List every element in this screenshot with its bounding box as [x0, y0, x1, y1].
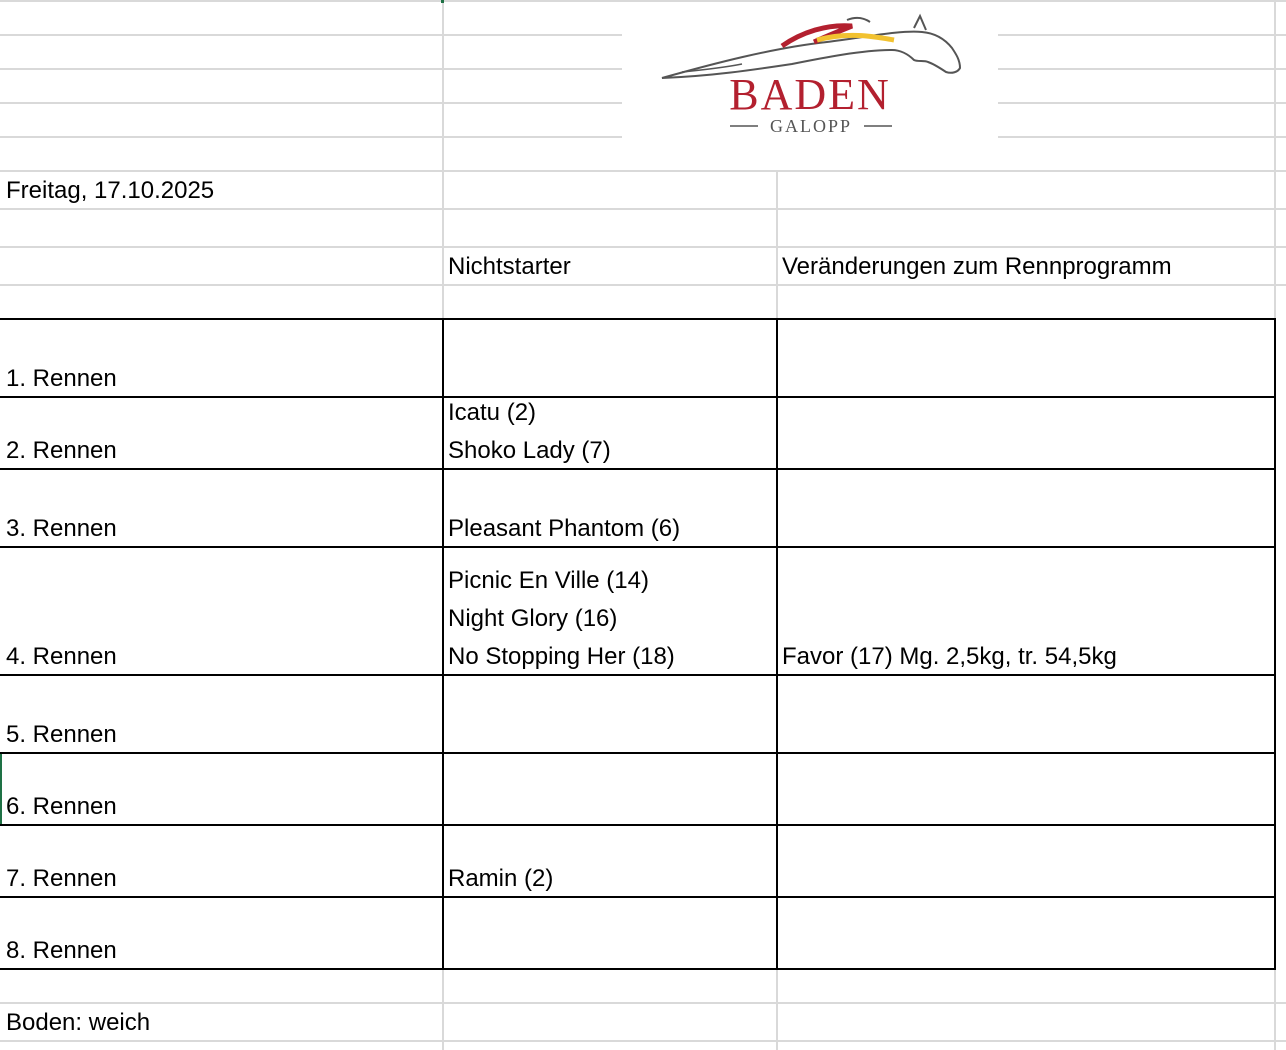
veraenderung-entry[interactable]: Favor (17) Mg. 2,5kg, tr. 54,5kg	[782, 643, 1117, 670]
nichtstarter-entry[interactable]: No Stopping Her (18)	[448, 643, 675, 670]
race-label[interactable]: 4. Rennen	[6, 643, 117, 670]
horse-logo-icon	[622, 2, 998, 138]
race-label[interactable]: 7. Rennen	[6, 865, 117, 892]
race-label[interactable]: 6. Rennen	[6, 793, 117, 820]
nichtstarter-entry[interactable]: Shoko Lady (7)	[448, 437, 611, 464]
nichtstarter-entry[interactable]: Icatu (2)	[448, 399, 537, 426]
header-nichtstarter[interactable]: Nichtstarter	[448, 253, 571, 280]
race-label[interactable]: 5. Rennen	[6, 721, 117, 748]
date-cell[interactable]: Freitag, 17.10.2025	[6, 177, 215, 204]
baden-galopp-logo	[622, 2, 998, 138]
logo-brand-text: BADEN	[729, 70, 891, 119]
logo-sub-text: GALOPP	[769, 116, 853, 136]
active-cell-marker	[0, 754, 2, 824]
header-veraenderungen[interactable]: Veränderungen zum Rennprogramm	[782, 253, 1172, 280]
nichtstarter-entry[interactable]: Night Glory (16)	[448, 605, 618, 632]
boden-cell[interactable]: Boden: weich	[6, 1009, 151, 1036]
race-label[interactable]: 8. Rennen	[6, 937, 117, 964]
race-label[interactable]: 3. Rennen	[6, 515, 117, 542]
selection-marker	[441, 0, 444, 3]
nichtstarter-entry[interactable]: Pleasant Phantom (6)	[448, 515, 681, 542]
race-label[interactable]: 2. Rennen	[6, 437, 117, 464]
race-label[interactable]: 1. Rennen	[6, 365, 117, 392]
nichtstarter-entry[interactable]: Picnic En Ville (14)	[448, 567, 649, 594]
nichtstarter-entry[interactable]: Ramin (2)	[448, 865, 554, 892]
